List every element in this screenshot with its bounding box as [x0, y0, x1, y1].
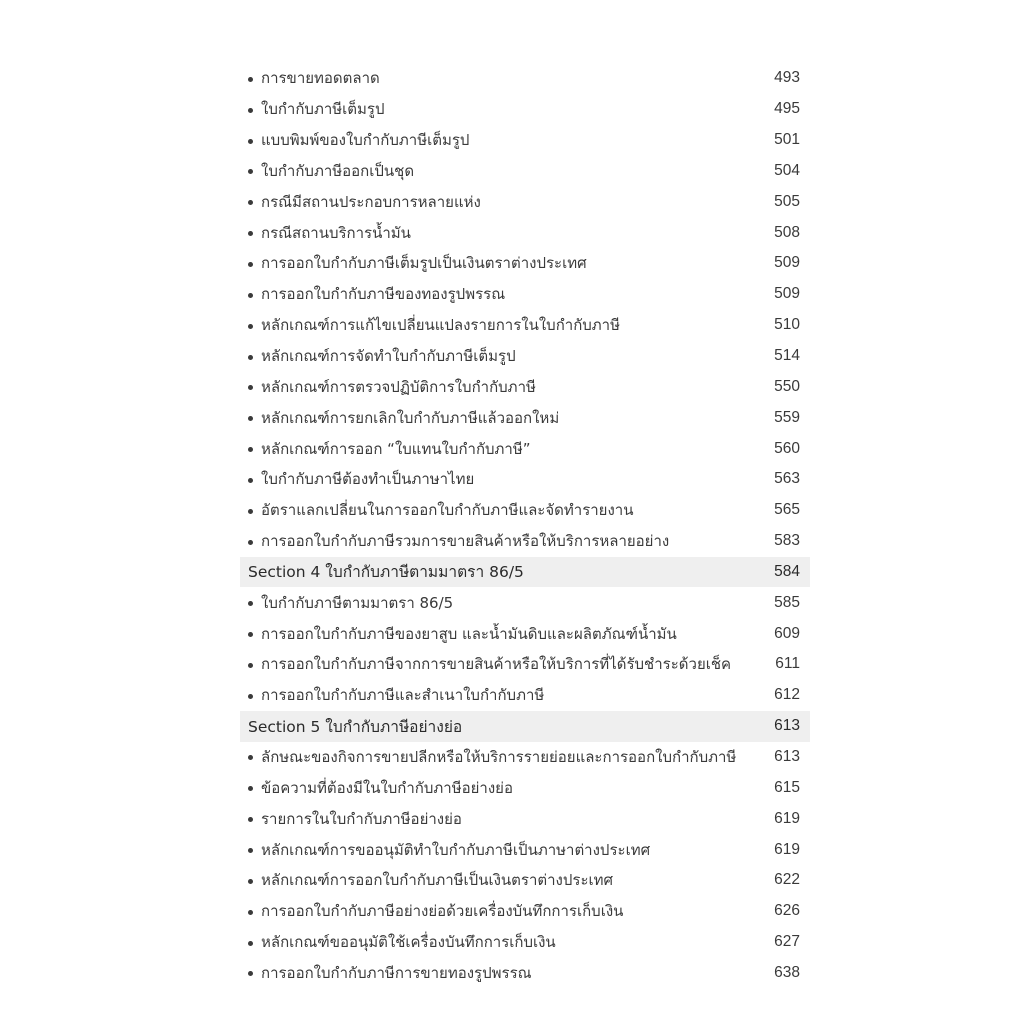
- toc-entry: [240, 433, 810, 464]
- bullet-icon: [248, 848, 253, 853]
- toc-entry-lead: [248, 961, 532, 985]
- entry-title: หลักเกณฑ์การแก้ไขเปลี่ยนแปลงรายการในใบกำกับภาษี: [261, 316, 620, 335]
- toc-entry-lead: [248, 344, 516, 368]
- toc-entry: [240, 587, 810, 618]
- page-number: 613: [774, 747, 800, 765]
- bullet-icon: [248, 169, 253, 174]
- bullet-icon: [248, 879, 253, 884]
- section-title: Section 5 ใบกำกับภาษีอย่างย่อ: [248, 717, 463, 736]
- bullet-icon: [248, 601, 253, 606]
- entry-title: การออกใบกำกับภาษีเต็มรูปเป็นเงินตราต่างประเทศ: [261, 254, 587, 273]
- bullet-icon: [248, 231, 253, 236]
- page-number: 550: [774, 377, 800, 395]
- page-number: 612: [774, 686, 800, 704]
- toc-entry-lead: [248, 221, 411, 245]
- page-number: 508: [774, 223, 800, 241]
- page-number: 619: [774, 809, 800, 827]
- entry-title: ใบกำกับภาษีต้องทำเป็นภาษาไทย: [261, 470, 475, 489]
- entry-title: หลักเกณฑ์การออก “ใบแทนใบกำกับภาษี”: [261, 439, 531, 458]
- bullet-icon: [248, 786, 253, 791]
- entry-title: การออกใบกำกับภาษีรวมการขายสินค้าหรือให้บริการหลายอย่าง: [261, 532, 670, 551]
- bullet-icon: [248, 971, 253, 976]
- toc-entry-lead: [248, 313, 620, 337]
- page-number: 585: [774, 593, 800, 611]
- entry-title: แบบพิมพ์ของใบกำกับภาษีเต็มรูป: [261, 131, 470, 150]
- entry-title: การออกใบกำกับภาษีของทองรูปพรรณ: [261, 285, 506, 304]
- toc-entry-lead: [248, 776, 513, 800]
- bullet-icon: [248, 817, 253, 822]
- bullet-icon: [248, 355, 253, 360]
- page-number: 627: [774, 933, 800, 951]
- page-number: 495: [774, 100, 800, 118]
- table-of-contents: [240, 63, 810, 988]
- toc-entry: [240, 279, 810, 310]
- bullet-icon: [248, 77, 253, 82]
- toc-entry: [240, 957, 810, 988]
- page-number: 583: [774, 532, 800, 550]
- toc-entry-lead: [248, 251, 587, 275]
- toc-entry-lead: [248, 128, 469, 152]
- page-number: 501: [774, 131, 800, 149]
- toc-entry: [240, 371, 810, 402]
- toc-entry: [240, 927, 810, 958]
- toc-entry: [240, 156, 810, 187]
- entry-title: หลักเกณฑ์การจัดทำใบกำกับภาษีเต็มรูป: [261, 347, 516, 366]
- toc-entry: [240, 834, 810, 865]
- page-number: 609: [774, 624, 800, 642]
- entry-title: ใบกำกับภาษีออกเป็นชุด: [261, 161, 415, 180]
- bullet-icon: [248, 416, 253, 421]
- page-number: 613: [774, 717, 800, 735]
- bullet-icon: [248, 694, 253, 699]
- toc-entry-lead: [248, 97, 385, 121]
- toc-entry-lead: [248, 559, 524, 584]
- toc-entry-lead: [248, 745, 736, 769]
- toc-entry-lead: [248, 622, 677, 646]
- toc-entry: [240, 772, 810, 803]
- page-number: 619: [774, 840, 800, 858]
- page-number: 626: [774, 902, 800, 920]
- toc-entry: [240, 125, 810, 156]
- toc-entry-lead: [248, 467, 474, 491]
- page-number: 638: [774, 963, 800, 981]
- bullet-icon: [248, 385, 253, 390]
- page-number: 510: [774, 316, 800, 334]
- page-number: 504: [774, 161, 800, 179]
- toc-entry: [240, 217, 810, 248]
- toc-section-heading: [240, 557, 810, 588]
- page-number: 622: [774, 871, 800, 889]
- toc-entry: [240, 803, 810, 834]
- page-number: 560: [774, 439, 800, 457]
- bullet-icon: [248, 755, 253, 760]
- entry-title: กรณีมีสถานประกอบการหลายแห่ง: [261, 192, 481, 211]
- entry-title: การออกใบกำกับภาษีอย่างย่อด้วยเครื่องบันทึกการเก็บเงิน: [261, 902, 624, 921]
- toc-entry-lead: [248, 437, 531, 461]
- entry-title: การออกใบกำกับภาษีของยาสูบ และน้ำมันดิบและผลิตภัณฑ์น้ำมัน: [261, 624, 677, 643]
- bullet-icon: [248, 910, 253, 915]
- page-number: 611: [775, 655, 800, 673]
- entry-title: การออกใบกำกับภาษีการขายทองรูปพรรณ: [261, 963, 532, 982]
- toc-entry: [240, 896, 810, 927]
- bullet-icon: [248, 941, 253, 946]
- entry-title: ใบกำกับภาษีเต็มรูป: [261, 100, 385, 119]
- entry-title: กรณีสถานบริการน้ำมัน: [261, 223, 411, 242]
- entry-title: หลักเกณฑ์การขออนุมัติทำใบกำกับภาษีเป็นภาษาต่างประเทศ: [261, 840, 651, 859]
- toc-entry-lead: [248, 838, 650, 862]
- page-number: 565: [774, 501, 800, 519]
- toc-entry-lead: [248, 930, 556, 954]
- bullet-icon: [248, 262, 253, 267]
- toc-entry: [240, 341, 810, 372]
- toc-entry-lead: [248, 807, 462, 831]
- bullet-icon: [248, 200, 253, 205]
- entry-title: รายการในใบกำกับภาษีอย่างย่อ: [261, 809, 462, 828]
- page-number: 563: [774, 470, 800, 488]
- bullet-icon: [248, 478, 253, 483]
- toc-entry-lead: [248, 591, 453, 615]
- page-number: 559: [774, 408, 800, 426]
- entry-title: หลักเกณฑ์การออกใบกำกับภาษีเป็นเงินตราต่างประเทศ: [261, 871, 614, 890]
- toc-entry: [240, 618, 810, 649]
- bullet-icon: [248, 632, 253, 637]
- toc-entry: [240, 865, 810, 896]
- toc-entry-lead: [248, 159, 414, 183]
- toc-entry: [240, 680, 810, 711]
- toc-entry-lead: [248, 498, 633, 522]
- bullet-icon: [248, 139, 253, 144]
- entry-title: ใบกำกับภาษีตามมาตรา 86/5: [261, 593, 454, 612]
- bullet-icon: [248, 540, 253, 545]
- entry-title: การขายทอดตลาด: [261, 69, 380, 88]
- toc-section-heading: [240, 711, 810, 742]
- toc-entry: [240, 402, 810, 433]
- page-number: 584: [774, 562, 800, 580]
- bullet-icon: [248, 293, 253, 298]
- entry-title: หลักเกณฑ์การยกเลิกใบกำกับภาษีแล้วออกใหม่: [261, 408, 560, 427]
- page-number: 514: [774, 347, 800, 365]
- entry-title: ข้อความที่ต้องมีในใบกำกับภาษีอย่างย่อ: [261, 778, 513, 797]
- toc-entry-lead: [248, 406, 559, 430]
- toc-entry-lead: [248, 652, 731, 676]
- toc-entry: [240, 248, 810, 279]
- page-number: 509: [774, 285, 800, 303]
- bullet-icon: [248, 447, 253, 452]
- toc-entry: [240, 464, 810, 495]
- toc-entry-lead: [248, 375, 536, 399]
- toc-entry-lead: [248, 529, 669, 553]
- bullet-icon: [248, 324, 253, 329]
- entry-title: อัตราแลกเปลี่ยนในการออกใบกำกับภาษีและจัดทำรายงาน: [261, 501, 634, 520]
- toc-entry-lead: [248, 683, 544, 707]
- toc-entry: [240, 495, 810, 526]
- entry-title: การออกใบกำกับภาษีจากการขายสินค้าหรือให้บริการที่ได้รับชำระด้วยเช็ค: [261, 655, 732, 674]
- toc-entry: [240, 310, 810, 341]
- section-title: Section 4 ใบกำกับภาษีตามมาตรา 86/5: [248, 563, 524, 582]
- toc-entry-lead: [248, 190, 481, 214]
- toc-entry: [240, 526, 810, 557]
- toc-entry: [240, 742, 810, 773]
- bullet-icon: [248, 108, 253, 113]
- entry-title: ลักษณะของกิจการขายปลีกหรือให้บริการรายย่อยและการออกใบกำกับภาษี: [261, 747, 737, 766]
- toc-entry-lead: [248, 868, 613, 892]
- bullet-icon: [248, 663, 253, 668]
- page-number: 505: [774, 192, 800, 210]
- toc-entry-lead: [248, 282, 505, 306]
- entry-title: หลักเกณฑ์ขออนุมัติใช้เครื่องบันทึกการเก็บเงิน: [261, 933, 556, 952]
- page-number: 615: [774, 778, 800, 796]
- toc-entry: [240, 649, 810, 680]
- toc-entry: [240, 94, 810, 125]
- toc-entry-lead: [248, 899, 623, 923]
- toc-entry-lead: [248, 714, 462, 739]
- page-number: 493: [774, 69, 800, 87]
- page-number: 509: [774, 254, 800, 272]
- bullet-icon: [248, 509, 253, 514]
- toc-entry: [240, 63, 810, 94]
- entry-title: หลักเกณฑ์การตรวจปฏิบัติการใบกำกับภาษี: [261, 377, 536, 396]
- toc-entry-lead: [248, 66, 380, 90]
- entry-title: การออกใบกำกับภาษีและสำเนาใบกำกับภาษี: [261, 686, 545, 705]
- toc-entry: [240, 186, 810, 217]
